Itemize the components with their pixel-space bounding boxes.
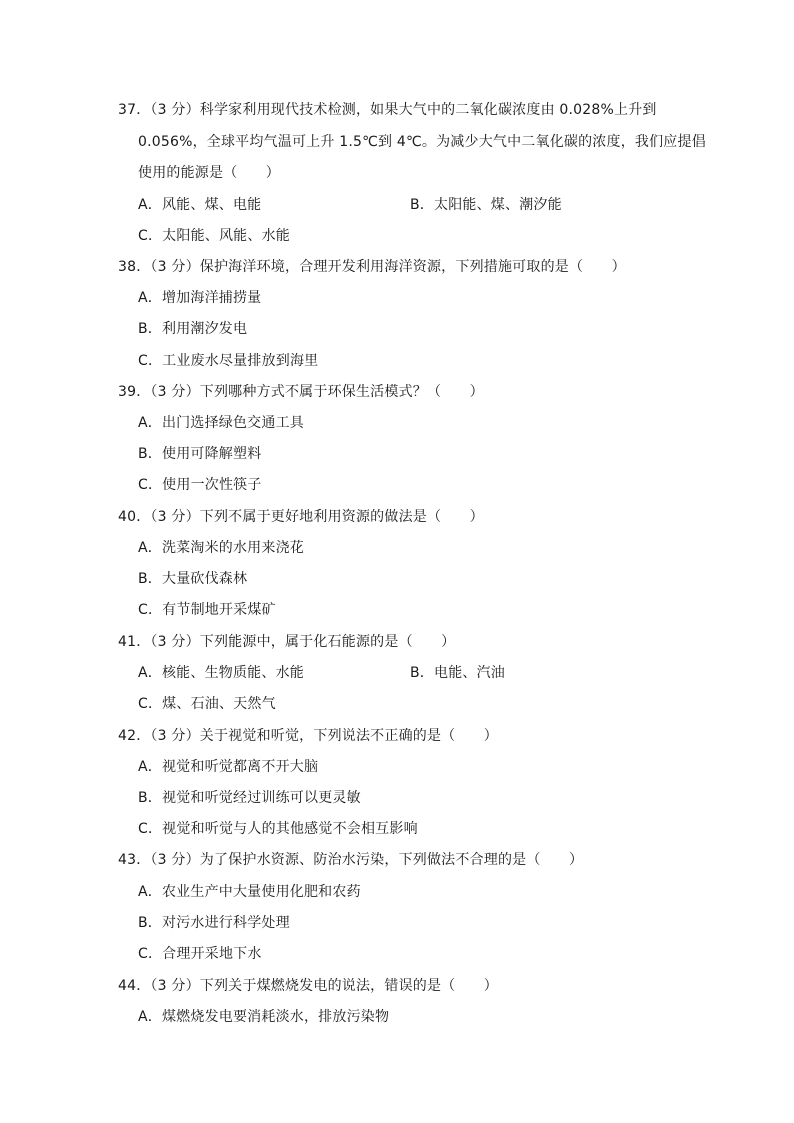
question-39-option-c: C．使用一次性筷子 xyxy=(138,477,262,493)
question-41-option-c: C．煤、石油、天然气 xyxy=(138,696,276,712)
question-41-option-b: B．电能、汽油 xyxy=(410,665,506,681)
question-42-option-c: C．视觉和听觉与人的其他感觉不会相互影响 xyxy=(138,821,418,837)
question-37-option-b: B．太阳能、煤、潮汐能 xyxy=(410,197,562,213)
question-39-option-b: B．使用可降解塑料 xyxy=(138,446,262,462)
question-43-option-c: C．合理开采地下水 xyxy=(138,946,262,962)
question-43-option-b: B．对污水进行科学处理 xyxy=(138,915,290,931)
question-42-option-b: B．视觉和听觉经过训练可以更灵敏 xyxy=(138,790,361,806)
question-37-stem-line-3: 使用的能源是（ ） xyxy=(138,165,280,181)
question-40-stem: 40．（3 分）下列不属于更好地利用资源的做法是（ ） xyxy=(118,509,484,525)
question-41-stem: 41．（3 分）下列能源中，属于化石能源的是（ ） xyxy=(118,634,456,650)
question-40-option-a: A．洗菜淘米的水用来浇花 xyxy=(138,540,304,556)
question-44-stem: 44．（3 分）下列关于煤燃烧发电的说法，错误的是（ ） xyxy=(118,978,498,994)
question-39-stem: 39．（3 分）下列哪种方式不属于环保生活模式？（ ） xyxy=(118,384,484,400)
question-37-stem-line-1: 37．（3 分）科学家利用现代技术检测，如果大气中的二氧化碳浓度由 0.028%上升到 xyxy=(118,102,657,118)
question-42-stem: 42．（3 分）关于视觉和听觉，下列说法不正确的是（ ） xyxy=(118,728,498,744)
question-40-option-b: B．大量砍伐森林 xyxy=(138,571,248,587)
question-38-option-b: B．利用潮汐发电 xyxy=(138,321,248,337)
question-41-option-a: A．核能、生物质能、水能 xyxy=(138,665,304,681)
question-37-option-a: A．风能、煤、电能 xyxy=(138,197,262,213)
question-38-stem: 38．（3 分）保护海洋环境，合理开发利用海洋资源，下列措施可取的是（ ） xyxy=(118,259,626,275)
question-37-stem-line-2: 0.056%，全球平均气温可上升 1.5℃到 4℃。为减少大气中二氧化碳的浓度，我们应提倡 xyxy=(138,134,706,150)
question-43-stem: 43．（3 分）为了保护水资源、防治水污染，下列做法不合理的是（ ） xyxy=(118,852,584,868)
question-43-option-a: A．农业生产中大量使用化肥和农药 xyxy=(138,884,361,900)
question-37-option-c: C．太阳能、风能、水能 xyxy=(138,228,290,244)
question-44-option-a: A．煤燃烧发电要消耗淡水，排放污染物 xyxy=(138,1009,390,1025)
question-42-option-a: A．视觉和听觉都离不开大脑 xyxy=(138,759,319,775)
question-38-option-c: C．工业废水尽量排放到海里 xyxy=(138,353,319,369)
question-39-option-a: A．出门选择绿色交通工具 xyxy=(138,415,304,431)
question-38-option-a: A．增加海洋捕捞量 xyxy=(138,290,262,306)
question-40-option-c: C．有节制地开采煤矿 xyxy=(138,602,276,618)
